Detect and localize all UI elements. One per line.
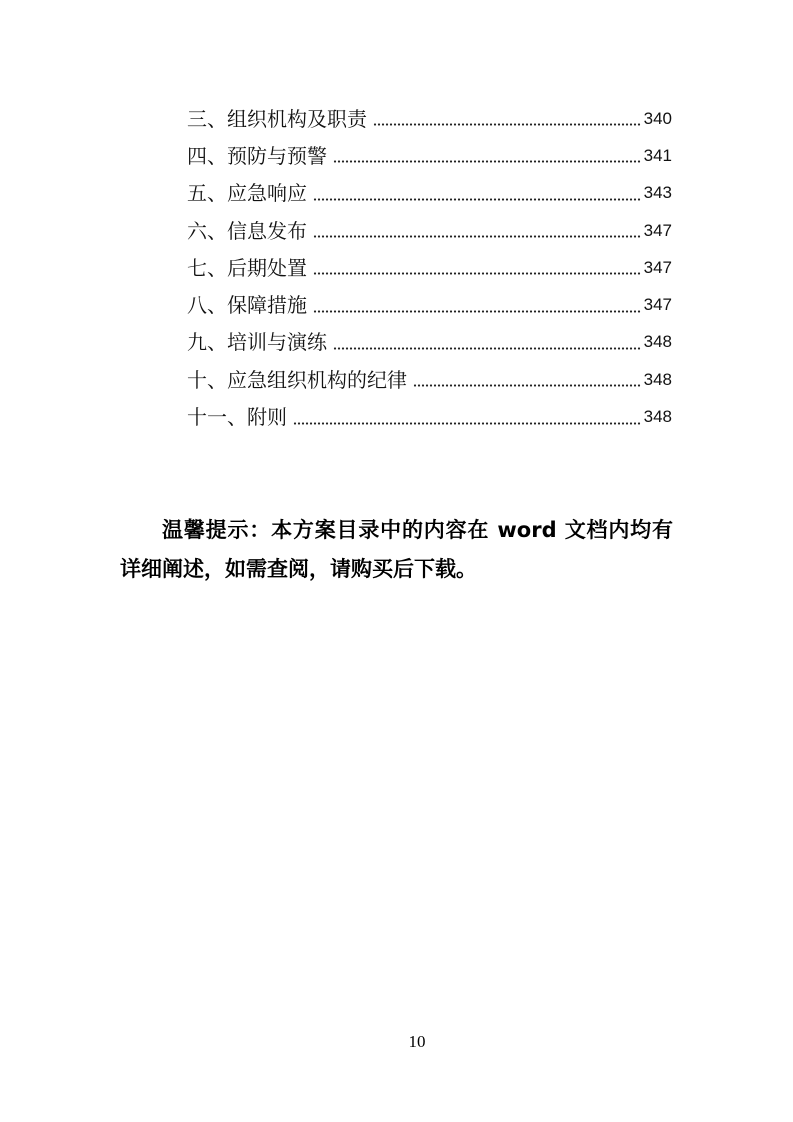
toc-entry-page-number: 348 xyxy=(643,369,672,389)
toc-dot-leader xyxy=(333,160,641,163)
toc-entry xyxy=(187,286,672,323)
toc-entry-page-number: 341 xyxy=(643,145,672,165)
toc-entry-page-number: 347 xyxy=(643,295,672,315)
toc-entry-title: 五、应急响应 xyxy=(187,181,307,206)
toc-entry xyxy=(187,249,672,286)
toc-entry-title: 十一、附则 xyxy=(187,405,287,430)
toc-entry-title: 八、保障措施 xyxy=(187,293,307,318)
toc-entry-title: 九、培训与演练 xyxy=(187,330,327,355)
toc-entry-page-number: 343 xyxy=(643,183,672,203)
toc-entry-title: 四、预防与预警 xyxy=(187,143,327,168)
toc-dot-leader xyxy=(373,123,641,126)
toc-entry-title: 十、应急组织机构的纪律 xyxy=(187,367,407,392)
toc-entry xyxy=(187,137,672,174)
toc-dot-leader xyxy=(313,235,641,238)
toc-entry-page-number: 348 xyxy=(643,332,672,352)
toc-entry xyxy=(187,175,672,212)
toc-dot-leader xyxy=(313,310,641,313)
toc-dot-leader xyxy=(313,272,641,275)
toc-dot-leader xyxy=(333,347,641,350)
toc-entry xyxy=(187,398,672,435)
toc-entry xyxy=(187,324,672,361)
toc-entry-page-number: 348 xyxy=(643,407,672,427)
toc-entry xyxy=(187,361,672,398)
toc-entry-title: 七、后期处置 xyxy=(187,255,307,280)
toc-dot-leader xyxy=(413,384,641,387)
toc-entry xyxy=(187,100,672,137)
toc-dot-leader xyxy=(313,198,641,201)
toc-entry-page-number: 340 xyxy=(643,108,672,128)
toc-entry-page-number: 347 xyxy=(643,220,672,240)
toc-entry xyxy=(187,212,672,249)
page-number: 10 xyxy=(408,1032,426,1051)
toc-entry-title: 三、组织机构及职责 xyxy=(187,106,367,131)
table-of-contents xyxy=(187,100,672,436)
toc-dot-leader xyxy=(293,422,641,425)
toc-entry-title: 六、信息发布 xyxy=(187,218,307,243)
toc-entry-page-number: 347 xyxy=(643,257,672,277)
purchase-notice-paragraph: 温馨提示：本方案目录中的内容在 word 文档内均有详细阐述，如需查阅，请购买后下载。 xyxy=(120,518,673,581)
